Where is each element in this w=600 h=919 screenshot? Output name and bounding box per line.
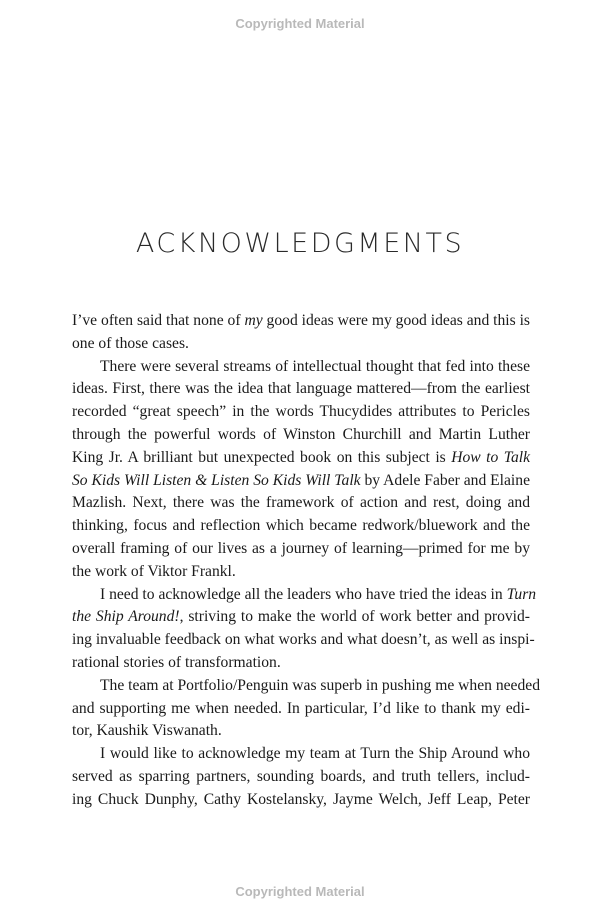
text-line <box>72 447 530 470</box>
text-run: King Jr. A brilliant but unexpected book on this subject is <box>72 448 452 466</box>
text-line <box>72 470 530 493</box>
text-line <box>72 538 530 561</box>
italic-text: the Ship Around! <box>72 608 180 626</box>
text-run: tor, Kaushik Viswanath. <box>72 722 222 740</box>
text-run: Mazlish. Next, there was the framework of action and rest, doing and <box>72 494 530 512</box>
text-line <box>72 766 530 789</box>
text-run: , striving to make the world of work better and provid- <box>179 608 530 626</box>
text-line <box>72 401 530 424</box>
text-run: rational stories of transformation. <box>72 653 281 671</box>
text-line <box>72 629 535 652</box>
text-run: by Adele Faber and Elaine <box>360 471 530 489</box>
italic-text: How to Talk <box>451 448 530 466</box>
text-line <box>72 515 530 538</box>
text-line <box>72 789 530 812</box>
text-run: through the powerful words of Winston Churchill and Martin Luther <box>72 425 530 443</box>
text-line <box>72 675 540 698</box>
text-line <box>72 743 530 766</box>
text-run: served as sparring partners, sounding boards, and truth tellers, includ- <box>72 767 530 785</box>
text-line <box>72 492 530 515</box>
text-line <box>72 424 530 447</box>
text-line <box>72 310 530 333</box>
text-line <box>72 698 530 721</box>
text-run: the work of Viktor Frankl. <box>72 562 236 580</box>
text-run: one of those cases. <box>72 334 189 352</box>
text-run: and supporting me when needed. In particular, I’d like to thank my edi- <box>72 699 530 717</box>
text-run: The team at Portfolio/Penguin was superb in pushing me when needed <box>100 676 540 694</box>
acknowledgments-body <box>72 310 540 812</box>
italic-text: So Kids Will Listen & Listen So Kids Will Talk <box>72 471 361 489</box>
text-run: I’ve often said that none of <box>72 312 245 329</box>
text-line <box>72 652 530 675</box>
copyright-watermark-bottom: Copyrighted Material <box>235 884 365 899</box>
text-line <box>72 584 537 607</box>
text-run: ideas. First, there was the idea that language mattered—from the earliest <box>72 380 530 398</box>
italic-text: my <box>244 312 263 329</box>
copyright-watermark-top: Copyrighted Material <box>235 16 365 31</box>
text-run: I would like to acknowledge my team at Turn the Ship Around who <box>100 745 530 763</box>
text-run: I need to acknowledge all the leaders who have tried the ideas in <box>100 585 507 603</box>
text-run: thinking, focus and reflection which became redwork/bluework and the <box>72 517 530 535</box>
text-line <box>72 333 530 356</box>
text-run: good ideas were my good ideas and this is <box>262 312 531 329</box>
text-run: There were several streams of intellectual thought that fed into these <box>100 357 530 375</box>
text-line <box>72 356 530 379</box>
text-line <box>72 720 530 743</box>
text-line <box>72 561 530 584</box>
text-line <box>72 378 530 401</box>
text-run: recorded “great speech” in the words Thucydides attributes to Pericles <box>72 403 530 421</box>
italic-text: Turn <box>506 585 537 603</box>
text-run: overall framing of our lives as a journey of learning—primed for me by <box>72 539 530 557</box>
text-run: ing Chuck Dunphy, Cathy Kostelansky, Jayme Welch, Jeff Leap, Peter <box>72 790 530 808</box>
text-line <box>72 606 530 629</box>
text-run: ing invaluable feedback on what works and what doesn’t, as well as inspi- <box>72 631 535 649</box>
chapter-title: ACKNOWLEDGMENTS <box>135 228 465 259</box>
